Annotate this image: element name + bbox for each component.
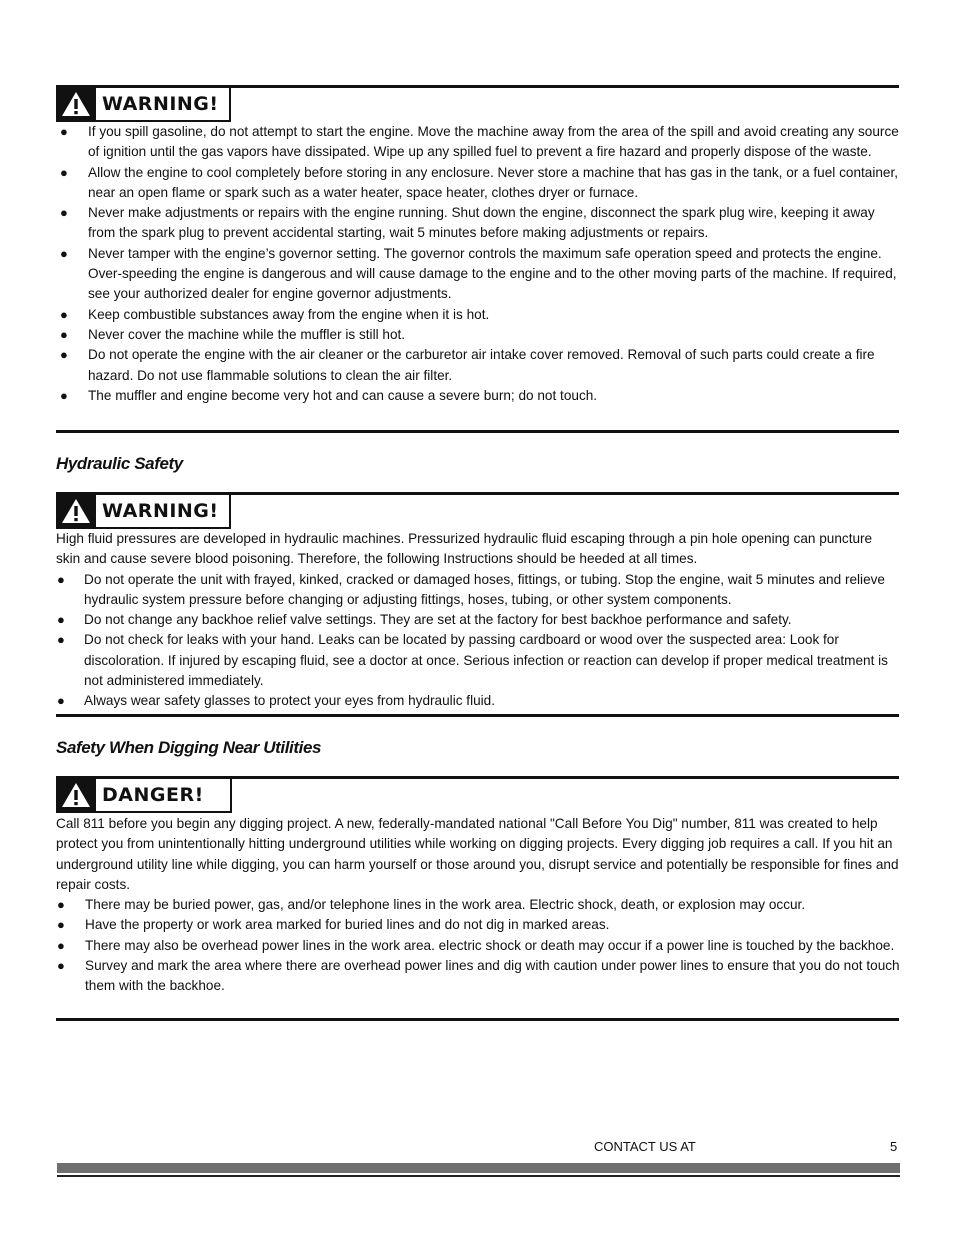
section-bottom-rule bbox=[56, 1018, 899, 1021]
section-bottom-rule bbox=[56, 430, 899, 433]
footer-bar bbox=[57, 1163, 900, 1173]
list-item: ● Never tamper with the engine’s governor setting. The governor controls the maximum safe operation speed and protects the engine. Over-speeding the engine is dangerous and will cause damage to the engine and to the other moving parts of the machine. If required, see your authorized dealer for engine governor adjustments. bbox=[60, 245, 897, 302]
hydraulic-body bbox=[56, 529, 900, 712]
list-item: ● Do not operate the engine with the air cleaner or the carburetor air intake cover removed. Removal of such parts could create a fire hazard. Do not use flammable solutions to clean the air filter. bbox=[60, 347, 875, 383]
warning-triangle-icon bbox=[56, 495, 96, 527]
bullet-dot-icon: ● bbox=[60, 124, 68, 139]
list-item: ● The muffler and engine become very hot and can cause a severe burn; do not touch. bbox=[56, 386, 900, 406]
engine-warning-list bbox=[56, 122, 900, 406]
list-item: ● Do not change any backhoe relief valve settings. They are set at the factory for best backhoe performance and safety. bbox=[56, 610, 900, 630]
warning-badge bbox=[56, 495, 231, 529]
list-item: ● Have the property or work area marked for buried lines and do not dig in marked areas. bbox=[56, 915, 900, 935]
footer-line bbox=[57, 1175, 900, 1177]
warning-triangle-icon bbox=[56, 779, 96, 811]
list-item: ● Survey and mark the area where there are overhead power lines and dig with caution under power lines to ensure that you do not touch them with the backhoe. bbox=[57, 958, 900, 994]
list-item: ● Allow the engine to cool completely before storing in any enclosure. Never store a machine that has gas in the tank, or a fuel container, near an open flame or spark such as a water heater, space heater, clothes dryer or furnace. bbox=[60, 164, 899, 200]
section-title-utilities: Safety When Digging Near Utilities bbox=[56, 738, 322, 757]
page-number: 5 bbox=[890, 1139, 898, 1154]
hydraulic-list bbox=[56, 570, 900, 712]
bullet-dot-icon: ● bbox=[57, 937, 65, 953]
hydraulic-intro: High fluid pressures are developed in hydraulic machines. Pressurized hydraulic fluid escaping through a pin hole opening can puncture skin and cause severe blood poisoning. Therefore, the following Instructions should be heeded at all times. bbox=[56, 531, 873, 567]
bullet-dot-icon: ● bbox=[57, 693, 65, 709]
bullet-dot-icon: ● bbox=[60, 387, 68, 403]
list-item: ● Never make adjustments or repairs with the engine running. Shut down the engine, disconnect the spark plug wire, keeping it away from the spark plug to prevent accidental starting, wait 5 minutes before making adjustments or repairs. bbox=[60, 205, 875, 241]
utilities-body bbox=[56, 814, 900, 997]
utilities-intro: Call 811 before you begin any digging project. A new, federally-mandated national "Call Before You Dig" number, 811 was created to help protect you from unintentionally hitting underground utilities while working on digging projects. Every digging job requires a call. If you hit an underground utility line while digging, you can harm yourself or those around you, disrupt service and potentially be responsible for fines and repair costs. bbox=[56, 816, 899, 892]
list-item: ● There may also be overhead power lines in the work area. electric shock or death may occur if a power line is touched by the backhoe. bbox=[56, 936, 900, 956]
bullet-dot-icon: ● bbox=[60, 347, 68, 363]
bullet-dot-icon: ● bbox=[57, 958, 65, 974]
bullet-dot-icon: ● bbox=[60, 205, 68, 221]
bullet-dot-icon: ● bbox=[60, 306, 68, 322]
bullet-dot-icon: ● bbox=[57, 917, 65, 933]
bullet-dot-icon: ● bbox=[60, 164, 68, 180]
bullet-dot-icon: ● bbox=[60, 245, 68, 261]
list-item: ● Do not operate the unit with frayed, kinked, cracked or damaged hoses, fittings, or tubing. Stop the engine, wait 5 minutes and relieve hydraulic system pressure before changing or adjusting fittings, hoses, tubing, or other system components. bbox=[57, 571, 885, 607]
list-item: ● Always wear safety glasses to protect your eyes from hydraulic fluid. bbox=[56, 691, 900, 711]
utilities-list bbox=[56, 895, 900, 996]
badge-label: WARNING! bbox=[96, 88, 229, 120]
bullet-dot-icon: ● bbox=[57, 897, 65, 913]
list-item: ● There may be buried power, gas, and/or telephone lines in the work area. Electric shock, death, or explosion may occur. bbox=[56, 895, 900, 915]
list-item: ● Keep combustible substances away from the engine when it is hot. bbox=[56, 305, 900, 325]
footer-contact: CONTACT US AT bbox=[594, 1139, 696, 1154]
badge-label: WARNING! bbox=[96, 495, 229, 527]
list-item: ● If you spill gasoline, do not attempt to start the engine. Move the machine away from the area of the spill and avoid creating any source of ignition until the gas vapors have dissipated. Wipe up any spilled fuel to prevent a fire hazard and properly dispose of the waste. bbox=[60, 124, 899, 160]
bullet-dot-icon: ● bbox=[57, 571, 65, 587]
list-item: ● Do not check for leaks with your hand. Leaks can be located by passing cardboard or wood over the suspected area: Look for discoloration. If injured by escaping fluid, see a doctor at once. Serious infection or reaction can develop if proper medical treatment is not administered immediately. bbox=[57, 632, 888, 689]
warning-badge bbox=[56, 88, 231, 122]
section-title-hydraulic: Hydraulic Safety bbox=[56, 454, 183, 473]
bullet-dot-icon: ● bbox=[57, 632, 65, 648]
list-item: ● Never cover the machine while the muffler is still hot. bbox=[56, 325, 900, 345]
section-bottom-rule bbox=[56, 714, 899, 717]
bullet-dot-icon: ● bbox=[60, 326, 68, 342]
danger-badge bbox=[56, 779, 232, 813]
badge-label: DANGER! bbox=[96, 779, 230, 811]
bullet-dot-icon: ● bbox=[57, 612, 65, 628]
warning-triangle-icon bbox=[56, 88, 96, 120]
